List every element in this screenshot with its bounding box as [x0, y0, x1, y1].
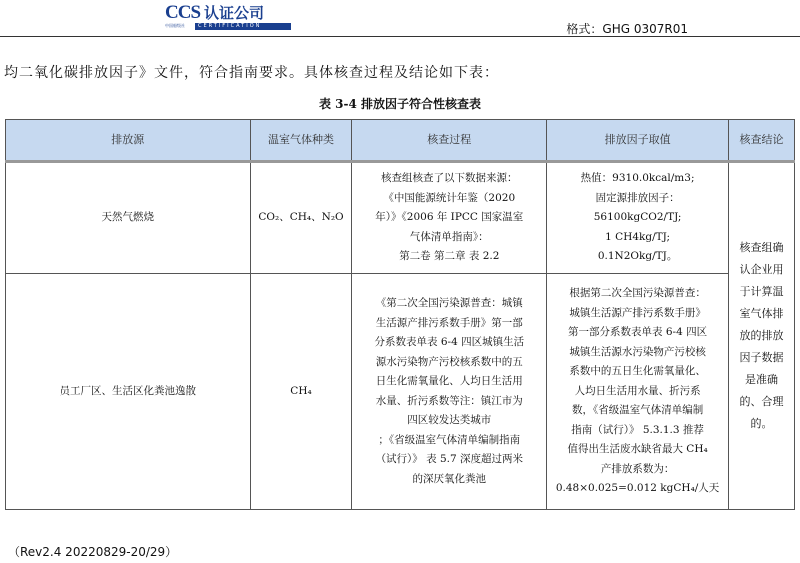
cell-line: 的深厌氧化粪池	[412, 472, 487, 485]
cell-line: 指南（试行）》 5.3.1.3 推荐	[571, 423, 704, 436]
format-label: 格式：	[566, 22, 603, 36]
cell-line: 放的排放	[739, 329, 784, 342]
process-cell	[352, 274, 547, 510]
col-header: 排放因子取值	[547, 120, 729, 162]
ccs-logo	[165, 2, 265, 29]
format-code	[566, 20, 688, 37]
cell-line: ；《省级温室气体清单编制指南	[378, 433, 521, 446]
cell-line: 分系数表单表 6-4 四区城镇生活	[374, 336, 525, 348]
format-value: GHG 0307R01	[602, 22, 688, 36]
factor-cell	[547, 274, 729, 510]
logo-sub: CERTIFICATION	[195, 23, 291, 30]
cell-line: 0.1N2Okg/TJ。	[597, 250, 678, 263]
cell-line: 固定源排放因子：	[595, 191, 680, 204]
cell-line: 四区较发达类城市	[407, 414, 492, 426]
cell-line: 生活源产排污系数手册》第一部	[375, 316, 523, 329]
cell-line: 《第二次全国污染源普查：城镇	[375, 297, 523, 309]
cell-line: 日生化需氧量化、人均日生活用	[375, 375, 523, 387]
cell-line: 第一部分系数表单表 6-4 四区	[568, 326, 708, 339]
cell-line: 认企业用	[739, 263, 784, 276]
table-caption: 表 3-4 排放因子符合性核查表	[318, 97, 482, 111]
intro-paragraph: 均二氧化碳排放因子》文件，符合指南要求。具体核查过程及结论如下表：	[4, 65, 499, 81]
cell-line: 是准确	[745, 373, 778, 386]
col-header: 温室气体种类	[250, 120, 352, 162]
cell-line: 核查组确	[739, 241, 784, 254]
gas-cell: CO₂、CH₄、N₂O	[250, 162, 352, 274]
col-header: 核查过程	[352, 120, 547, 162]
cell-line: 年）》《2006 年 IPCC 国家温室	[375, 211, 524, 224]
page-footer: （Rev2.4 20220829-20/29）	[8, 545, 178, 559]
cell-line: 城镇生活源水污染物产污校核	[569, 345, 706, 358]
cell-line: 的、合理	[739, 395, 784, 408]
factor-cell	[547, 162, 729, 274]
cell-line: 产排放系数为：	[600, 462, 675, 475]
cell-line: 核查组核查了以下数据来源：	[381, 172, 518, 185]
cell-line: 源水污染物产污校核系数中的五	[375, 355, 523, 368]
logo-main: CCS	[165, 2, 201, 23]
logo-tiny: 中国船级社	[165, 23, 185, 28]
emission-factor-table	[5, 119, 795, 510]
cell-line: 值得出生活废水缺省最大 CH₄	[567, 443, 708, 456]
cell-line: 56100kgCO2/TJ;	[593, 211, 682, 224]
cell-line: 0.48×0.025=0.012 kgCH₄/人天	[555, 482, 720, 495]
cell-line: 人均日生活用水量、折污系	[574, 384, 701, 397]
cell-line: 根据第二次全国污染源普查：	[569, 287, 706, 300]
logo-cn: 认证公司	[204, 4, 265, 22]
cell-line: 室气体排	[739, 307, 784, 320]
cell-line: 水量、折污系数等注：镇江市为	[375, 394, 523, 407]
source-cell: 员工厂区、生活区化粪池逸散	[6, 274, 251, 510]
col-header: 核查结论	[729, 120, 795, 162]
gas-cell: CH₄	[250, 274, 352, 510]
cell-line: 气体清单指南》：	[409, 230, 489, 243]
cell-line: 《中国能源统计年鉴（2020	[383, 191, 516, 204]
cell-line: 的。	[750, 417, 773, 430]
source-cell: 天然气燃烧	[6, 162, 251, 274]
cell-line: 系数中的五日生化需氧量化、	[569, 365, 706, 378]
cell-line: 热值：9310.0kcal/m3;	[580, 172, 695, 185]
cell-line: 第二卷 第二章 表 2.2	[399, 250, 500, 263]
cell-line: 城镇生活源产排污系数手册》	[569, 306, 706, 319]
table-row	[6, 274, 795, 510]
conclusion-cell	[729, 162, 795, 510]
cell-line: （试行）》 表 5.7 深度超过两米	[375, 453, 524, 465]
cell-line: 因子数据	[739, 351, 784, 364]
col-header: 排放源	[6, 120, 251, 162]
header-divider	[0, 36, 800, 37]
cell-line: 于计算温	[739, 285, 784, 298]
cell-line: 1 CH4kg/TJ;	[605, 230, 670, 243]
process-cell	[352, 162, 547, 274]
table-row	[6, 162, 795, 274]
cell-line: 数，《省级温室气体清单编制	[571, 404, 704, 417]
